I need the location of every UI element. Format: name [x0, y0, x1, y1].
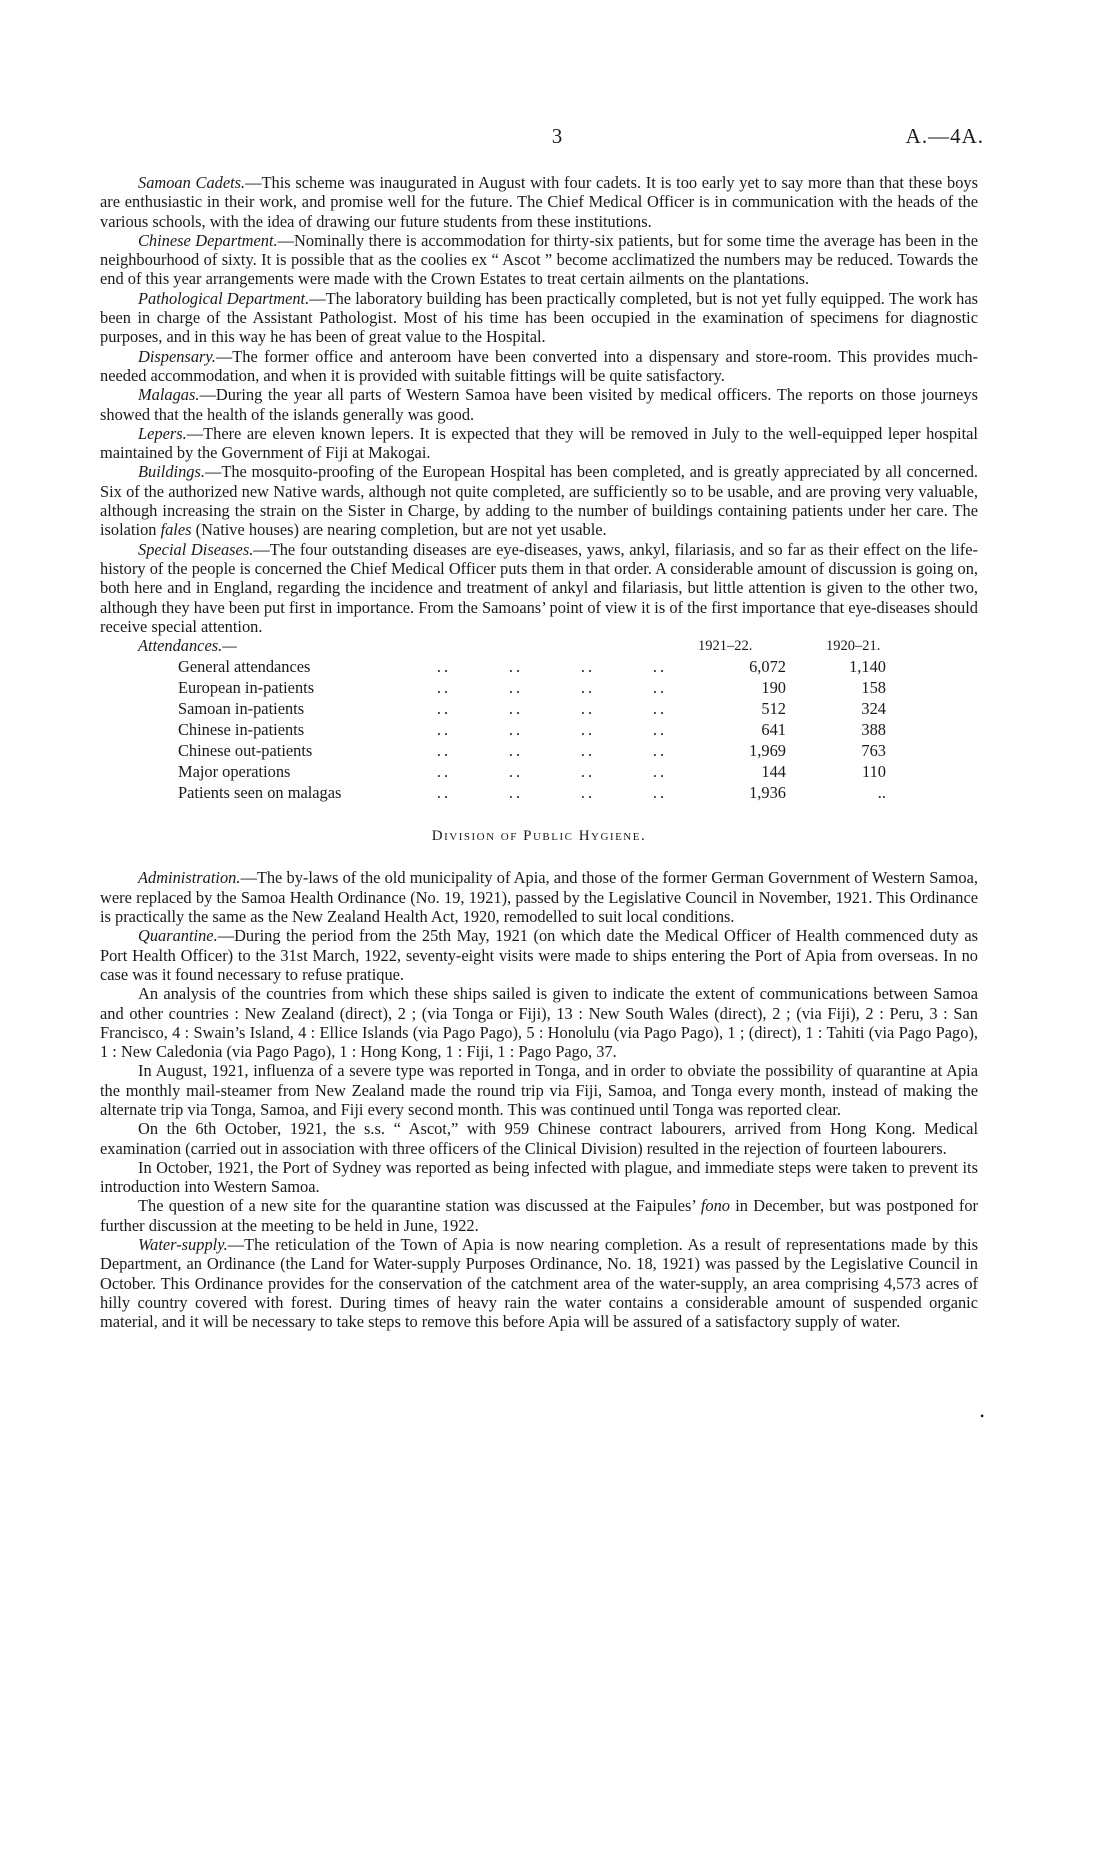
leader-dots: ..: [580, 698, 596, 718]
paragraph-text: —The by-laws of the old municipality of Apia, and those of the former German Government of Western Samoa, were replaced by the Samoa Health Ordinance (No. 19, 1921), passed by the Legislative Council in November, 1921. This Ordinance is practically the same as the New Zealand Health Act, 1920, remodelled to suit local conditions.: [100, 868, 978, 927]
value-1921-22: 1,936: [749, 782, 786, 802]
attendances-table: [178, 656, 886, 803]
leader-dots: ..: [508, 782, 524, 802]
paragraph-text: —During the year all parts of Western Samoa have been visited by medical officers. The reports on those journeys showed that the health of the islands generally was good.: [100, 385, 978, 424]
paragraph-influenza: [100, 1061, 978, 1119]
paragraph-text: —The reticulation of the Town of Apia is now nearing completion. As a result of representations made by this Department, an Ordinance (the Land for Water-supply Purposes Ordinance, No. 18, 1921) was passed by the Legislative Council in October. This Ordinance provides for the conservation of the catchment area of the water-supply, an area comprising 4,573 acres of hilly country covered with forest. During times of heavy rain the water contains a considerable amount of suspended organic material, and it will be necessary to take steps to remove this before Apia will be assured of a satisfactory supply of water.: [100, 1235, 978, 1332]
value-1920-21: ..: [877, 782, 886, 802]
paragraph-text: —The former office and anteroom have been converted into a dispensary and store-room. This provides much-needed accommodation, and when it is provided with suitable fittings will be quite satisfactory.: [100, 346, 978, 385]
paragraph-administration: [100, 868, 978, 926]
leader-dots: ..: [580, 656, 596, 676]
leader-dots: ..: [436, 782, 452, 802]
leader-dots: ..: [652, 698, 668, 718]
paragraph-text: In August, 1921, influenza of a severe type was reported in Tonga, and in order to obviate the possibility of quarantine at Apia the monthly mail-steamer from New Zealand made the round trip via Fiji, Samoa, and Tonga every month, instead of making the alternate trip via Tonga, Samoa, and Fiji every second month. This was continued until Tonga was reported clear.: [100, 1061, 978, 1119]
value-1920-21: 158: [861, 677, 886, 697]
leader-dots: ..: [436, 740, 452, 760]
document-reference: A.—4A.: [905, 124, 984, 148]
leader-dots: ..: [580, 740, 596, 760]
paragraph-text: —The four outstanding diseases are eye-diseases, yaws, ankyl, filariasis, and so far as their effect on the life-history of the people is concerned the Chief Medical Officer puts them in that order. A considerable amount of discussion is going on, both here and in England, regarding the incidence and treatment of ankyl and filariasis, but little attention is given to the other two, although they have been put first in importance. From the Samoans’ point of view it is of the first importance that eye-diseases should receive special attention.: [100, 539, 978, 636]
row-label: Chinese in-patients: [178, 719, 305, 739]
value-1920-21: 110: [862, 761, 886, 781]
paragraph-lepers: [100, 424, 978, 463]
attendances-heading: [100, 636, 978, 656]
leader-dots: ..: [436, 677, 452, 697]
paragraph-text: —The laboratory building has been practically completed, but is not yet fully equipped. The work has been in charge of the Assistant Pathologist. Most of his time has been occupied in the examination of specimens for diagnostic purposes, and in this way he has been of great value to the Hospital.: [100, 288, 978, 347]
paragraph-ship-analysis: [100, 984, 978, 1061]
paragraph-text: On the 6th October, 1921, the s.s. “ Ascot,” with 959 Chinese contract labourers, arrived from Hong Kong. Medical examination (carried out in association with three officers of the Clinical Division) resulted in the rejection of fourteen labourers.: [100, 1119, 978, 1158]
paragraph-plague: [100, 1158, 978, 1197]
paragraph-water-supply: [100, 1235, 978, 1331]
paragraph-malagas: [100, 385, 978, 424]
paragraph-heading: Samoan Cadets.: [138, 173, 246, 192]
document-body: [100, 173, 978, 1332]
value-1920-21: 388: [861, 719, 886, 739]
leader-dots: ..: [652, 761, 668, 781]
leader-dots: ..: [436, 761, 452, 781]
value-1920-21: 763: [861, 740, 886, 760]
paragraph-heading: Administration.: [138, 868, 241, 888]
row-label: Chinese out-patients: [178, 740, 313, 760]
table-row: [178, 677, 886, 698]
leader-dots: ..: [580, 719, 596, 739]
leader-dots: ..: [652, 719, 668, 739]
paragraph-ascot: [100, 1119, 978, 1158]
table-row: [178, 719, 886, 740]
leader-dots: ..: [652, 656, 668, 676]
paragraph-chinese-department: [100, 231, 978, 289]
paragraph-quarantine: [100, 926, 978, 984]
leader-dots: ..: [508, 740, 524, 760]
leader-dots: ..: [508, 677, 524, 697]
paragraph-text: —Nominally there is accommodation for thirty-six patients, but for some time the average has been in the neighbourhood of sixty. It is possible that as the coolies ex “ Ascot ” become acclimatized the numbers may be reduced. Towards the end of this year arrangements were made with the Crown Estates to treat certain ailments on the plantations.: [100, 230, 979, 289]
table-row: [178, 761, 886, 782]
row-label: Patients seen on malagas: [178, 782, 342, 802]
paragraph-text: An analysis of the countries from which these ships sailed is given to indicate the extent of communications between Samoa and other countries : New Zealand (direct), 2 ; (via Tonga or Fiji), 13 : New South Wales (direct), 2 ; (via Fiji), 2 : Peru, 3 : San Francisco, 4 : Swain’s Island, 4 : Ellice Islands (via Pago Pago), 5 : Honolulu (via Pago Pago), 1 ; (direct), 1 : Tahiti (via Pago Pago), 1 : New Caledonia (via Pago Pago), 1 : Hong Kong, 1 : Fiji, 1 : Pago Pago, 37.: [100, 984, 978, 1062]
table-row: [178, 656, 886, 677]
row-label: Major operations: [178, 761, 291, 781]
leader-dots: ..: [580, 677, 596, 697]
table-row: [178, 698, 886, 719]
paragraph-text: —The mosquito-proofing of the European Hospital has been completed, and is greatly appreciated by all concerned. Six of the authorized new Native wards, although not quite completed, are sufficiently so to be usable, and are proving very valuable, although increasing the strain on the Sister in Charge, by adding to the number of buildings containing patients under her care. The isolation: [100, 462, 978, 540]
leader-dots: ..: [436, 719, 452, 739]
paragraph-buildings: [100, 462, 978, 539]
value-1921-22: 190: [761, 677, 786, 697]
paragraph-text: In October, 1921, the Port of Sydney was reported as being infected with plague, and immediate steps were taken to prevent its introduction into Western Samoa.: [100, 1157, 978, 1197]
row-label: European in-patients: [178, 677, 315, 697]
paragraph-pathological-department: [100, 289, 978, 347]
paragraph-text: —This scheme was inaugurated in August with four cadets. It is too early yet to say more than that these boys are enthusiastic in their work, and promise well for the future. The Chief Medical Officer is in communication with the heads of the various schools, with the idea of drawing our future students from these institutions.: [100, 173, 978, 231]
leader-dots: ..: [436, 698, 452, 718]
paragraph-heading: Chinese Department.: [138, 230, 278, 250]
value-1921-22: 6,072: [749, 656, 786, 676]
value-1921-22: 1,969: [749, 740, 786, 760]
paragraph-heading: Special Diseases.: [138, 539, 254, 559]
paragraph-samoan-cadets: [100, 173, 978, 231]
paragraph-text: —During the period from the 25th May, 1921 (on which date the Medical Officer of Health commenced duty as Port Health Officer) to the 31st March, 1922, seventy-eight visits were made to ships entering the Port of Apia from overseas. In no case was it found necessary to refuse pratique.: [100, 926, 978, 984]
paragraph-heading: Lepers.: [138, 423, 187, 443]
paragraph-text: —There are eleven known lepers. It is expected that they will be removed in July to the well-equipped leper hospital maintained by the Government of Fiji at Makogai.: [100, 423, 978, 463]
paragraph-italic-word: fales: [160, 520, 192, 540]
table-row: [178, 740, 886, 761]
column-header-1920-21: 1920–21.: [826, 638, 881, 655]
attendances-title: Attendances.—: [138, 636, 237, 656]
paragraph-text: (Native houses) are nearing completion, but are not yet usable.: [191, 520, 607, 540]
leader-dots: ..: [508, 761, 524, 781]
paragraph-heading: Pathological Department.: [138, 288, 310, 308]
leader-dots: ..: [580, 782, 596, 802]
paragraph-heading: Quarantine.: [138, 926, 218, 946]
section-title: Division of Public Hygiene.: [431, 828, 647, 845]
paragraph-heading: Dispensary.: [138, 346, 216, 366]
leader-dots: ..: [652, 782, 668, 802]
value-1921-22: 641: [761, 719, 786, 739]
value-1920-21: 1,140: [849, 656, 886, 676]
leader-dots: ..: [436, 656, 452, 676]
page-number: 3: [551, 124, 563, 148]
leader-dots: ..: [508, 698, 524, 718]
value-1921-22: 512: [761, 698, 786, 718]
leader-dots: ..: [580, 761, 596, 781]
paragraph-italic-word: fono: [700, 1196, 730, 1216]
paragraph-text: The question of a new site for the quarantine station was discussed at the Faipules’: [138, 1196, 701, 1216]
row-label: General attendances: [178, 656, 311, 676]
paragraph-text: in December, but was postponed for further discussion at the meeting to be held in June, 1922.: [100, 1196, 979, 1235]
table-row: [178, 782, 886, 803]
leader-dots: ..: [652, 740, 668, 760]
leader-dots: ..: [652, 677, 668, 697]
row-label: Samoan in-patients: [178, 698, 305, 718]
paragraph-dispensary: [100, 347, 978, 386]
paragraph-special-diseases: [100, 540, 978, 636]
leader-dots: ..: [508, 719, 524, 739]
paragraph-heading: Water-supply.: [138, 1235, 228, 1255]
print-mark: •: [980, 1409, 985, 1423]
value-1921-22: 144: [761, 761, 786, 781]
paragraph-quarantine-station: [100, 1196, 978, 1235]
value-1920-21: 324: [861, 698, 886, 718]
paragraph-heading: Buildings.: [138, 462, 205, 482]
leader-dots: ..: [508, 656, 524, 676]
column-header-1921-22: 1921–22.: [698, 638, 753, 655]
paragraph-heading: Malagas.: [138, 385, 200, 405]
